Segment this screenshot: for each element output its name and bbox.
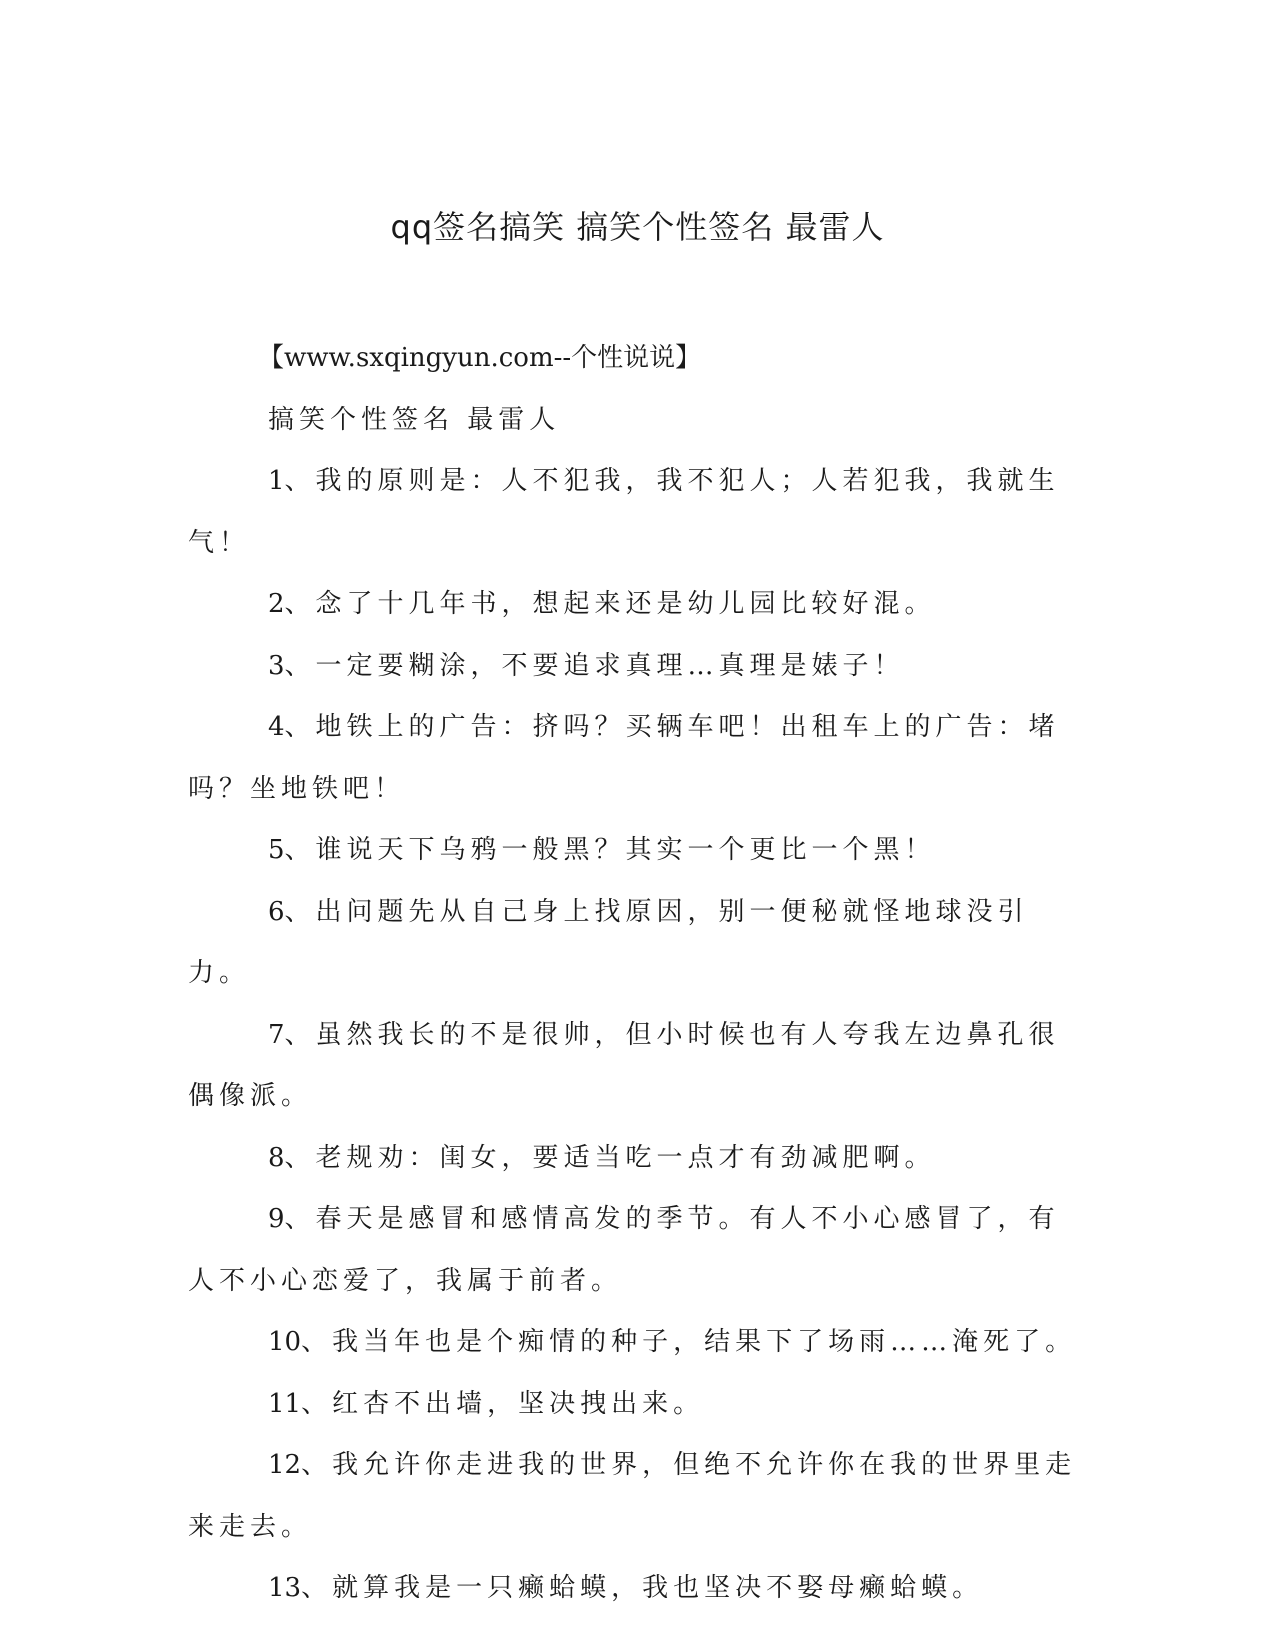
list-item [188,1558,1088,1620]
item-text: 、我的原则是：人不犯我，我不犯人；人若犯我，我就生气！ [188,466,1060,558]
item-number: 4 [268,712,285,742]
list-item [188,636,1088,698]
list-item [188,574,1088,636]
item-number: 6 [268,896,285,927]
item-text: 、我当年也是个痴情的种子，结果下了场雨……淹死了。 [301,1327,1077,1357]
item-text: 、我允许你走进我的世界，但绝不允许你在我的世界里走来走去。 [188,1450,1077,1542]
item-number: 8 [268,1142,285,1173]
list-item [188,1005,1088,1128]
item-text: 、虽然我长的不是很帅，但小时候也有人夸我左边鼻孔很偶像派。 [188,1019,1060,1111]
item-number: 2 [268,589,285,619]
source-line: 【www.sxqingyun.com--个性说说】 [258,343,702,373]
item-text: 、地铁上的广告：挤吗？买辆车吧！出租车上的广告：堵吗？坐地铁吧！ [188,712,1060,804]
list-item [188,1312,1088,1374]
item-number: 3 [268,650,285,681]
item-number: 11 [268,1388,302,1419]
page-title: qq签名搞笑 搞笑个性签名 最雷人 [390,208,885,246]
item-text: 、老规劝：闺女，要适当吃一点才有劲减肥啊。 [284,1142,936,1173]
item-text: 、念了十几年书，想起来还是幼儿园比较好混。 [284,589,936,619]
item-number: 9 [268,1204,285,1234]
list-item [188,1435,1088,1558]
document-body [188,328,1088,1620]
item-text: 、就算我是一只癞蛤蟆，我也坚决不娶母癞蛤蟆。 [301,1573,984,1603]
list-item [188,820,1088,882]
item-text: 、出问题先从自己身上找原因，别一便秘就怪地球没引力。 [188,896,1029,988]
list-item [188,882,1088,1005]
item-text: 、一定要糊涂，不要追求真理…真理是婊子！ [284,650,905,681]
list-item [188,451,1088,574]
item-text: 、春天是感冒和感情高发的季节。有人不小心感冒了，有人不小心恋爱了，我属于前者。 [188,1204,1060,1296]
list-item [188,1128,1088,1190]
item-number: 7 [268,1019,285,1050]
item-number: 12 [268,1450,302,1480]
item-text: 、谁说天下乌鸦一般黑？其实一个更比一个黑！ [284,835,936,865]
item-number: 10 [268,1327,302,1357]
list-item [188,1189,1088,1312]
item-number: 13 [268,1573,302,1603]
list-item [188,697,1088,820]
subtitle: 搞笑个性签名 最雷人 [268,404,561,435]
item-number: 1 [268,466,285,496]
item-number: 5 [268,835,285,865]
item-text: 、红杏不出墙，坚决拽出来。 [301,1388,705,1419]
list-item [188,1374,1088,1436]
